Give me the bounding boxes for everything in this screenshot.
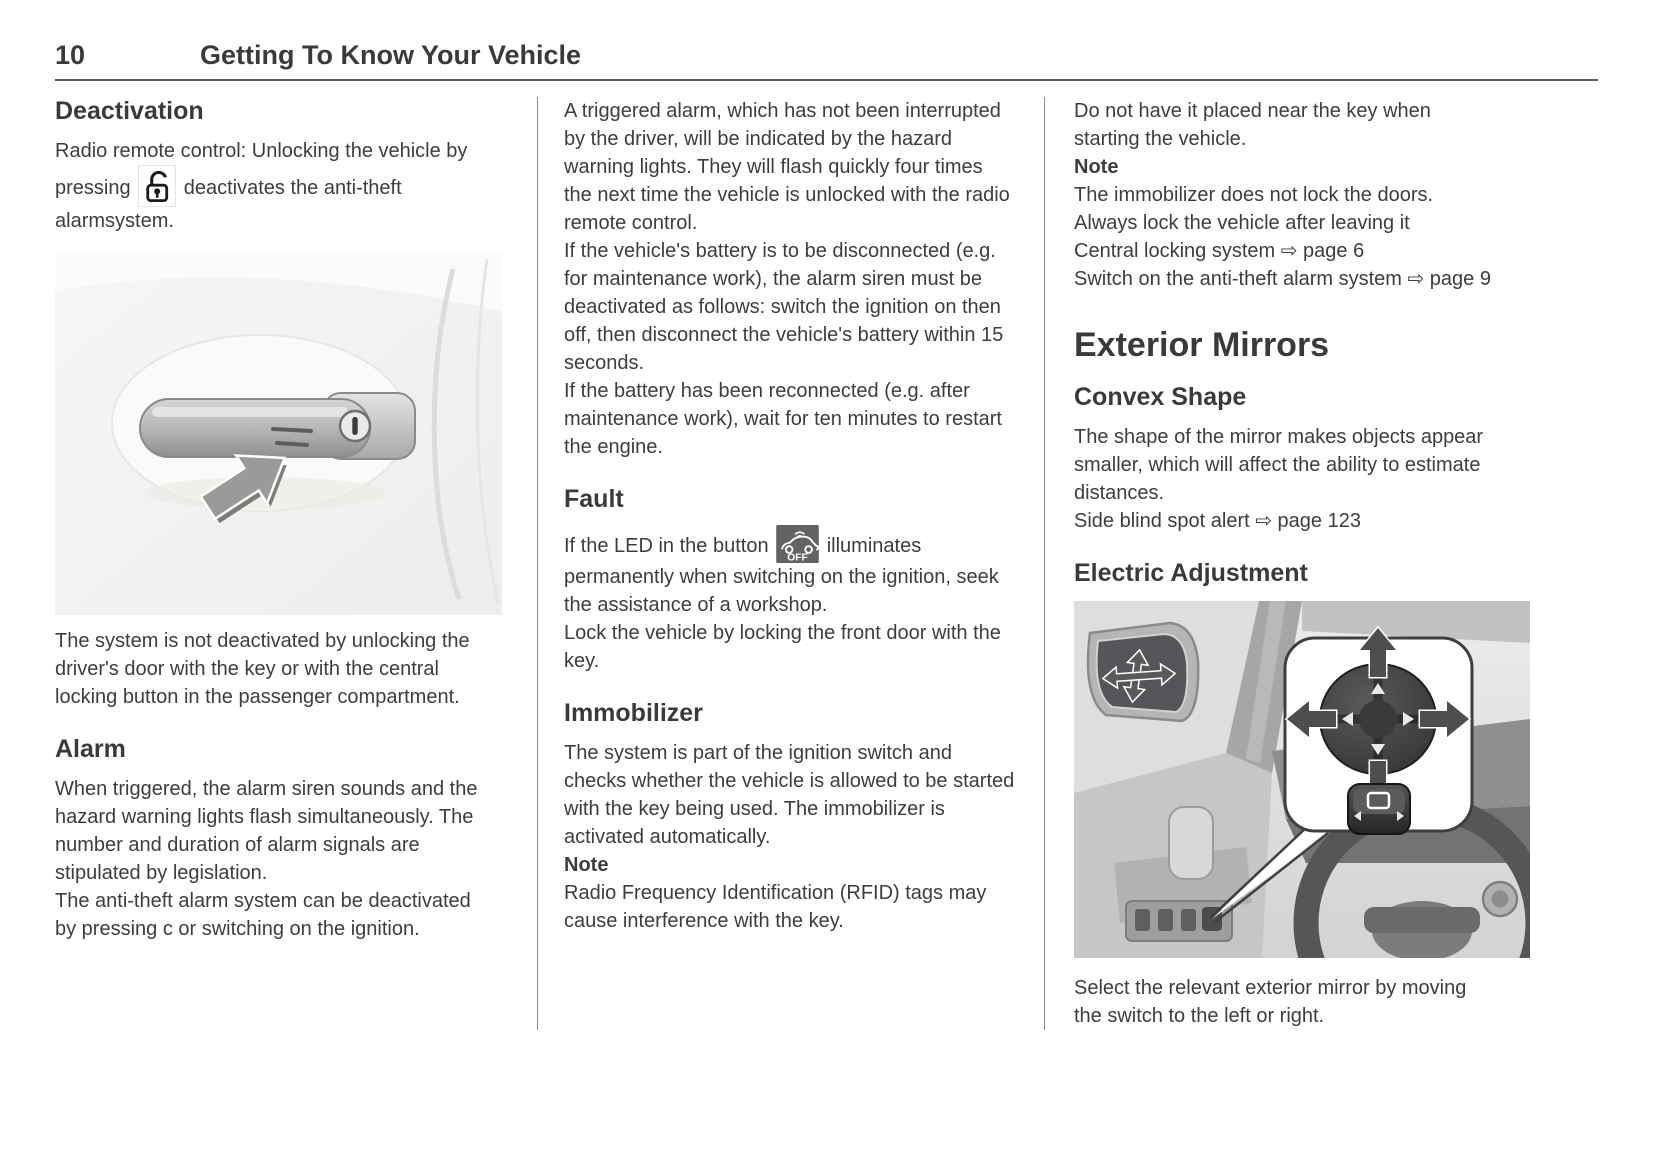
exterior-mirror-icon	[1088, 623, 1198, 721]
paragraph-can-be-deactivated: The anti-theft alarm system can be deactivated by pressing c or switching on the ignition.	[55, 890, 471, 940]
unlock-icon	[138, 165, 176, 207]
heading-fault: Fault	[564, 485, 624, 513]
reference-blind-spot: Side blind spot alert ⇨ page 123	[1074, 510, 1361, 532]
door-handle-illustration	[55, 251, 502, 615]
heading-electric-adjustment: Electric Adjustment	[1074, 559, 1308, 587]
note-label: Note	[1074, 156, 1119, 178]
paragraph-when-triggered: When triggered, the alarm siren sounds and the hazard warning lights flash simultaneously. The number and duration of alarm signals are stipulated by legislation.	[55, 778, 478, 884]
paragraph-radio-remote: Radio remote control: Unlocking the vehicle by pressing deactivates the anti-theft alarmsystem.	[55, 140, 468, 232]
mirror-control-callout	[1285, 628, 1472, 834]
column-1	[55, 97, 538, 1030]
reference-anti-theft-alarm: Switch on the anti-theft alarm system ⇨ page 9	[1074, 268, 1491, 290]
paragraph-battery-disconnect: If the vehicle's battery is to be disconnected (e.g. for maintenance work), the alarm siren must be deactivated as follows: switch the ignition on then off, then disconnect the vehicle's battery within 15 seconds.	[564, 240, 1004, 374]
line-always-lock: Always lock the vehicle after leaving it	[1074, 212, 1410, 234]
chapter-title: Getting To Know Your Vehicle	[200, 40, 582, 70]
paragraph-triggered-alarm: A triggered alarm, which has not been interrupted by the driver, will be indicated by the hazard warning lights. They will flash quickly four times the next time the vehicle is unlocked with the radio remote control.	[564, 100, 1010, 234]
paragraph-led-fault: If the LED in the button OFF illuminates permanently when switching on the ignition, seek the assistance of a workshop.	[564, 525, 1016, 619]
heading-immobilizer: Immobilizer	[564, 699, 703, 727]
caption-select-mirror: Select the relevant exterior mirror by moving the switch to the left or right.	[1074, 977, 1467, 1027]
heading-deactivation: Deactivation	[55, 97, 204, 125]
paragraph-convex: The shape of the mirror makes objects appear smaller, which will affect the ability to estimate distances.	[1074, 426, 1484, 504]
paragraph-battery-reconnect: If the battery has been reconnected (e.g. after maintenance work), wait for ten minutes to restart the engine.	[564, 380, 1002, 458]
page-header	[55, 40, 1598, 71]
header-rule	[55, 79, 1598, 81]
page-number: 10	[55, 40, 86, 70]
paragraph-rfid: Radio Frequency Identification (RFID) tags may cause interference with the key.	[564, 882, 987, 932]
anti-theft-alarm-off-button-icon	[776, 525, 819, 563]
heading-exterior-mirrors: Exterior Mirrors	[1074, 326, 1330, 364]
content-columns	[55, 97, 1598, 1030]
paragraph-not-deactivated: The system is not deactivated by unlocking the driver's door with the key or with the central locking button in the passenger compartment.	[55, 630, 470, 708]
mirror-selector-switch-icon	[1348, 784, 1410, 834]
door-handle-figure	[55, 251, 495, 615]
mirror-adjustment-illustration	[1074, 601, 1530, 958]
alarm-off-button-label: OFF	[787, 552, 808, 563]
note-label: Note	[564, 854, 609, 876]
paragraph-lock-vehicle: Lock the vehicle by locking the front door with the key.	[564, 622, 1001, 672]
column-2	[538, 97, 1045, 1030]
column-3	[1045, 97, 1499, 1030]
mirror-adjustment-figure	[1074, 601, 1499, 958]
line-immobilizer-doors: The immobilizer does not lock the doors.	[1074, 184, 1434, 206]
reference-central-locking: Central locking system ⇨ page 6	[1074, 240, 1365, 262]
heading-convex-shape: Convex Shape	[1074, 383, 1247, 411]
paragraph-immobilizer: The system is part of the ignition switch and checks whether the vehicle is allowed to be started with the key being used. The immobilizer is activated automatically.	[564, 742, 1015, 848]
heading-alarm: Alarm	[55, 735, 126, 763]
paragraph-near-key: Do not have it placed near the key when starting the vehicle.	[1074, 100, 1431, 150]
